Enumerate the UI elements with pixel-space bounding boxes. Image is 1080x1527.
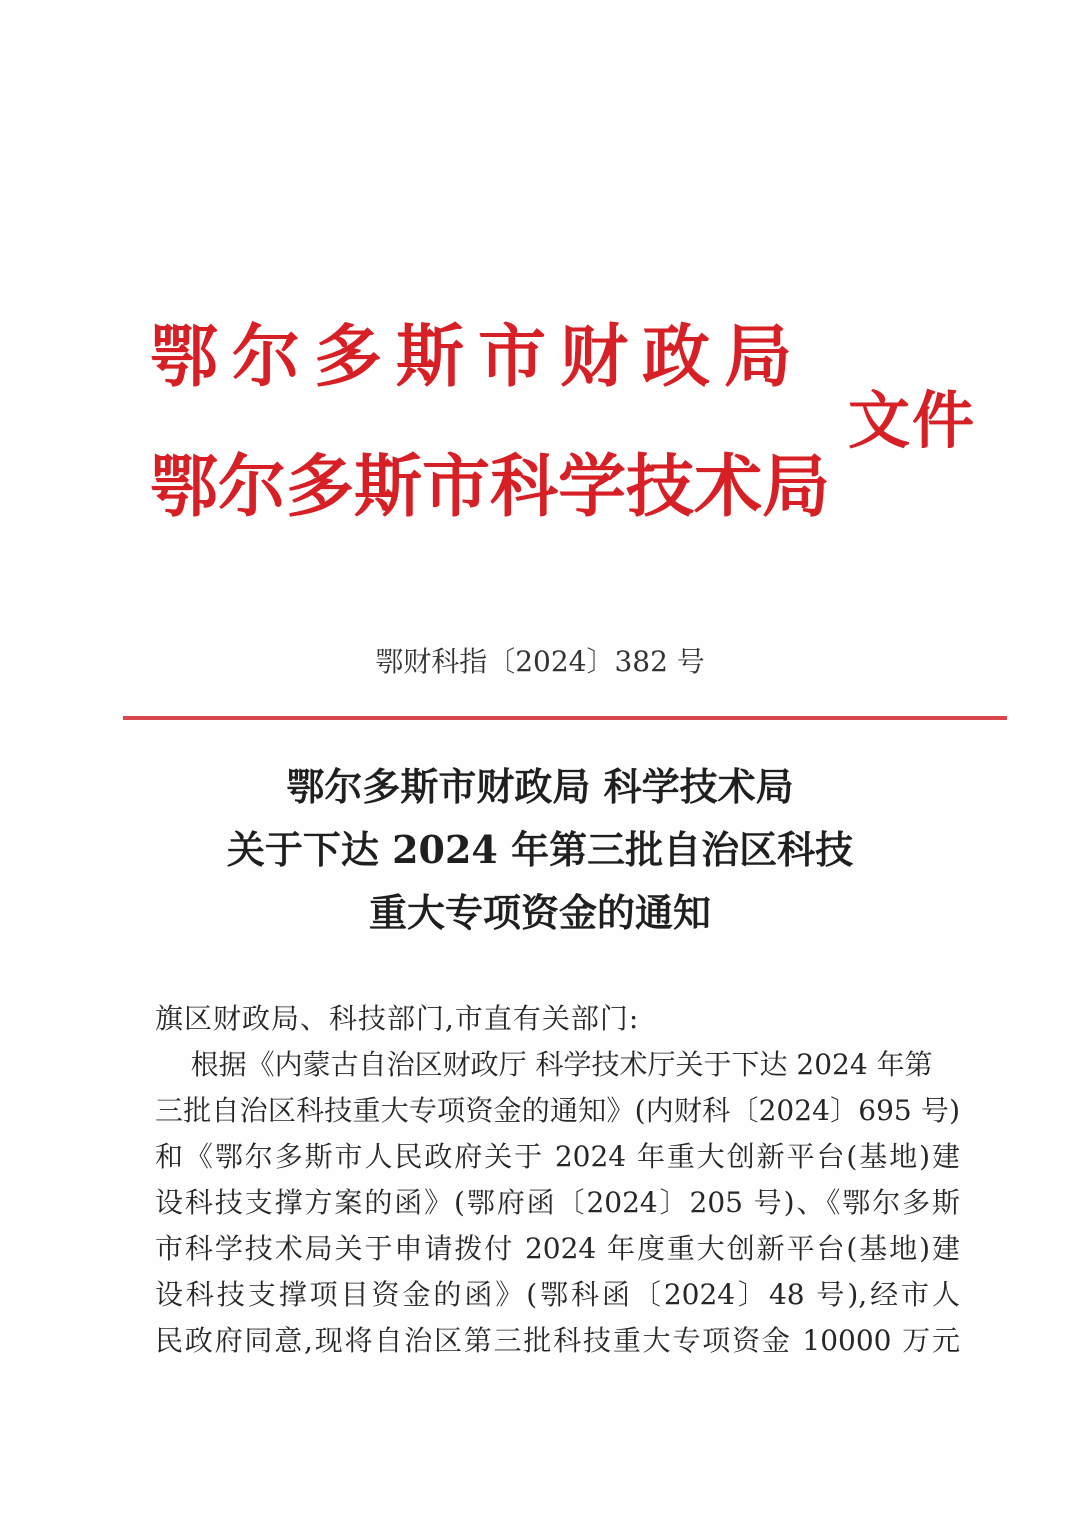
document-number: 鄂财科指〔2024〕382 号 — [375, 645, 705, 678]
body-line-5: 市科学技术局关于申请拨付 2024 年度重大创新平台(基地)建 — [155, 1232, 960, 1265]
body-line-2: 三批自治区科技重大专项资金的通知》(内财科〔2024〕695 号) — [155, 1094, 960, 1127]
body-line-3: 和《鄂尔多斯市人民政府关于 2024 年重大创新平台(基地)建 — [155, 1140, 960, 1173]
body-line-7: 民政府同意,现将自治区第三批科技重大专项资金 10000 万元 — [155, 1324, 960, 1357]
body-line-6: 设科技支撑项目资金的函》(鄂科函〔2024〕48 号),经市人 — [155, 1278, 960, 1311]
title-line-1: 鄂尔多斯市财政局 科学技术局 — [286, 764, 794, 809]
document-label: 文件 — [848, 384, 977, 457]
title-line-2: 关于下达 2024 年第三批自治区科技 — [226, 827, 854, 872]
header-divider — [123, 716, 1007, 720]
document-title — [0, 755, 1080, 944]
title-line-3: 重大专项资金的通知 — [368, 890, 711, 935]
issuing-agency-science-technology-bureau: 鄂尔多斯市科学技术局 — [150, 447, 831, 527]
body-line-4: 设科技支撑方案的函》(鄂府函〔2024〕205 号)、《鄂尔多斯 — [155, 1186, 960, 1219]
body-line-1: 根据《内蒙古自治区财政厅 科学技术厅关于下达 2024 年第 — [155, 1048, 933, 1081]
document-header — [150, 315, 1000, 545]
document-body — [155, 996, 960, 1364]
issuing-agency-finance-bureau: 鄂尔多斯市财政局 — [150, 317, 807, 397]
salutation: 旗区财政局、科技部门,市直有关部门: — [155, 1002, 640, 1035]
